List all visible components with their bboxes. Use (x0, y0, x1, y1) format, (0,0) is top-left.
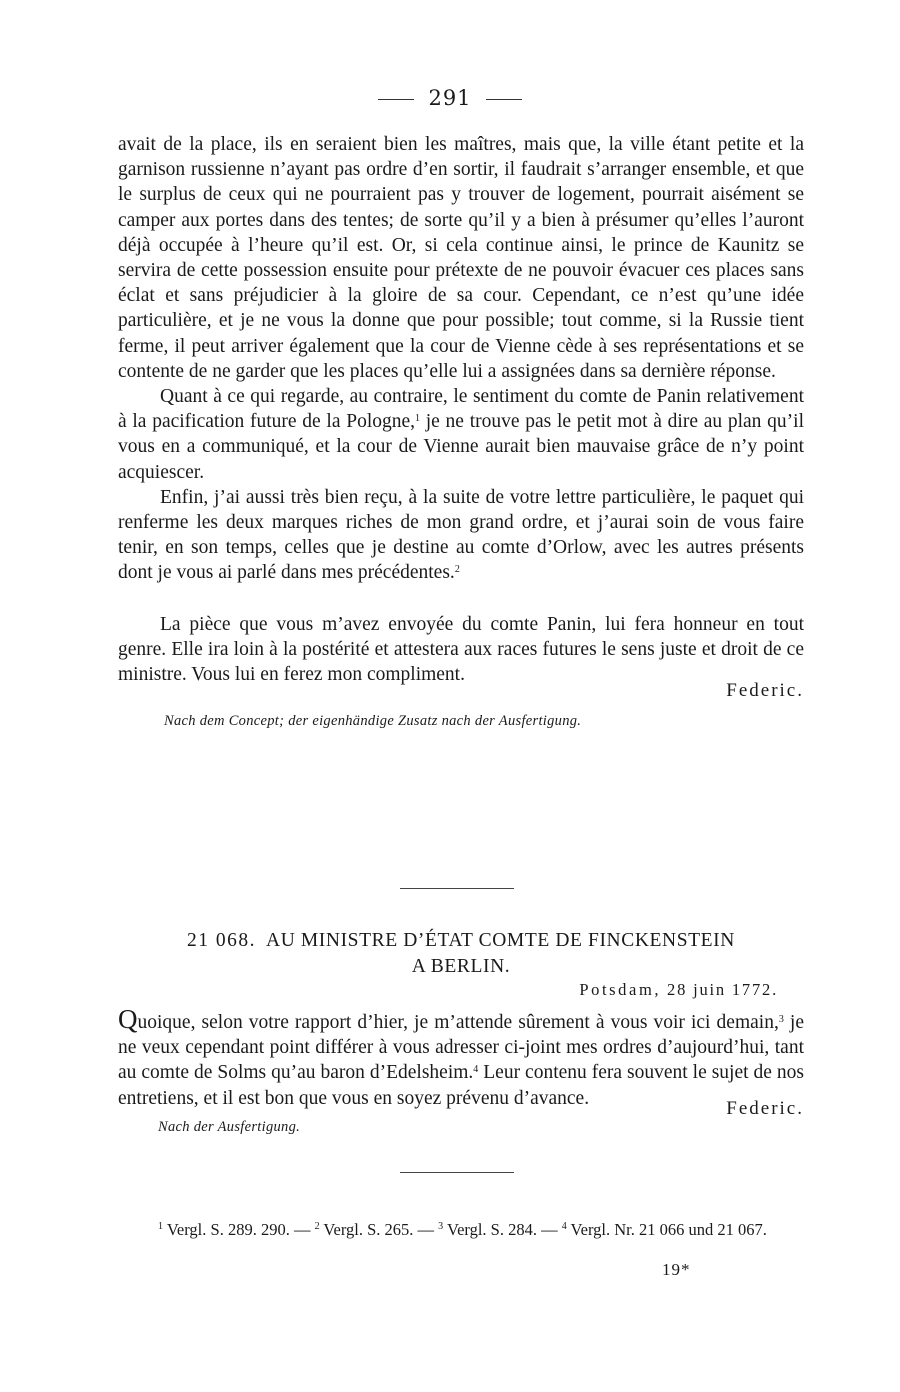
sheet-signature-mark: 19* (662, 1260, 691, 1279)
letter-1-postscript: La pièce que vous m’avez envoyée du comte Panin, lui fera honneur en tout genre. Elle ira loin à la postérité et attestera aux races futures le sens juste et droit de ce ministre. Vous lui en ferez mon compliment. (118, 613, 804, 686)
letter-2-heading-line-1 (118, 928, 804, 954)
paragraph-3-text: Enfin, j’ai aussi très bien reçu, à la suite de votre lettre particulière, le paquet qui renferme les deux marques riches de mon grand ordre, et j’aurai soin de vous faire tenir, en son temps, celles que je destine au comte d’Orlow, avec les autres présents dont je vous ai parlé dans mes précédentes. (118, 486, 804, 584)
letter-2-text-c: Leur contenu fera souvent le sujet de nos entretiens, et il est bon que vous en soyez prévenu d’avance. (118, 1062, 804, 1109)
letter-1-paragraph-2 (118, 384, 804, 485)
header-dash-left (378, 99, 414, 100)
letter-2-body (118, 1004, 804, 1140)
paragraph-2-text-a: Quant à ce qui regarde, au contraire, le sentiment du comte de Panin relativement à la pacification future de la Pologne, (118, 386, 804, 433)
letter-2-recipient: AU MINISTRE D’ÉTAT COMTE DE FINCKENSTEIN (266, 930, 735, 951)
footnote-ref-1: 1 (415, 413, 421, 425)
footnote-1-marker: 1 (158, 1221, 163, 1232)
letter-2-text-a: uoique, selon votre rapport d’hier, je m’attende sûrement à vous voir ici demain, (137, 1012, 779, 1033)
letter-2-heading-line-2: A BERLIN. (411, 956, 511, 977)
letter-2-text-b: je ne veux cependant point différer à vous adresser ci-joint mes ordres d’aujourd’hui, tant au comte de Solms qu’au baron d’Edelsheim. (118, 1012, 804, 1084)
footnote-divider (400, 1172, 514, 1173)
letter-2-number: 21 068. (187, 930, 257, 951)
letter-1-signature: Federic. (726, 680, 804, 702)
dateline-place: Potsdam, (579, 980, 662, 999)
footnote-ref-4: 4 (473, 1064, 479, 1076)
footnote-4-text: Vergl. Nr. 21 066 und 21 067. (566, 1220, 767, 1239)
footnote-3-text: Vergl. S. 284. — (443, 1220, 562, 1239)
letter-2-dateline (579, 980, 778, 1000)
letter-1-paragraph-1: avait de la place, ils en seraient bien les maîtres, mais que, la ville étant petite et la garnison russienne n’ayant pas ordre d’en sortir, il faudrait s’arranger ensemble, et que le surplus de ceux qui ne pourraient pas y trouver de logement, pourrait aisément se camper aux portes dans des tentes; de sorte qu’il y a bien à présumer qu’elles l’auront déjà occupée à l’heure qu’il est. Or, si cela continue ainsi, le prince de Kaunitz se servira de cette possession ensuite pour prétexte de ne pouvoir évacuer ces places sans éclat et sans préjudicier à la gloire de sa cour. Cependant, ce n’est qu’une idée particulière, et je ne vous la donne que pour possible; tout comme, si la Russie tient ferme, il peut arriver également que la cour de Vienne cède à ses représentations et se contente de ne garder que les places qu’elle lui a assignées dans sa dernière réponse. (118, 134, 804, 382)
letter-1-body (118, 132, 804, 735)
footnote-3-marker: 3 (438, 1221, 444, 1232)
paragraph-2-text-b: je ne trouve pas le petit mot à dire au plan qu’il vous en a communiqué, et la cour de Vienne aurait bien mauvaise grâce de n’y point acquiescer. (118, 411, 804, 483)
footnotes (118, 1218, 804, 1241)
letter-2-signature: Federic. (726, 1097, 804, 1119)
page-header (0, 86, 900, 110)
footnote-4-marker: 4 (561, 1221, 567, 1232)
letter-1-source-note: Nach dem Concept; der eigenhändige Zusatz nach der Ausfertigung. (164, 713, 582, 730)
letter-2-source-note: Nach der Ausfertigung. (158, 1119, 301, 1136)
footnote-ref-2: 2 (454, 564, 460, 576)
letter-2-heading (118, 928, 804, 980)
page-number: 291 (428, 86, 472, 110)
initial-letter: Q (118, 1004, 138, 1034)
footnote-1-text: Vergl. S. 289. 290. — (163, 1220, 315, 1239)
section-divider (400, 888, 514, 889)
dateline-date: 28 juin 1772. (667, 980, 778, 999)
header-dash-right (486, 99, 522, 100)
footnote-ref-3: 3 (778, 1014, 784, 1025)
footnote-2-text: Vergl. S. 265. — (319, 1220, 439, 1239)
letter-1-paragraph-3 (118, 485, 804, 586)
footnote-2-marker: 2 (314, 1221, 320, 1232)
